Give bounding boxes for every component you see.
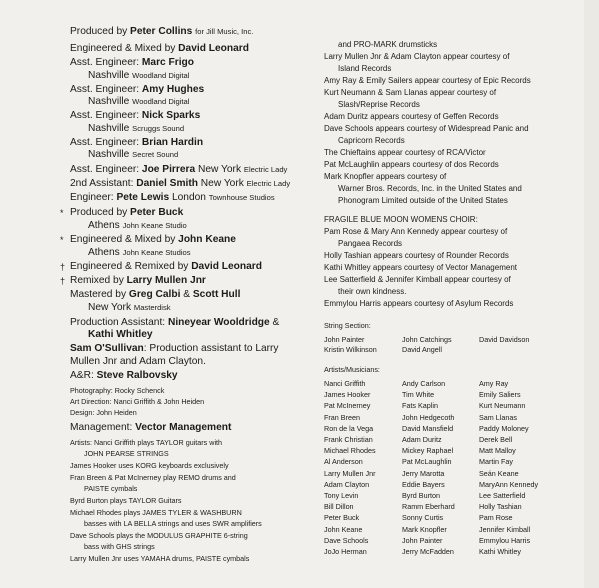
courtesy-line: Mark Knopfler appears courtesy of xyxy=(324,172,447,181)
courtesy-line: Dave Schools appears courtesy of Widespread Panic and xyxy=(324,124,529,133)
string-player: David Davidson xyxy=(479,335,530,344)
musician-name: Seán Keane xyxy=(479,468,519,478)
musician-name: Pat McLaughlin xyxy=(402,457,452,467)
string-section-heading: String Section: xyxy=(324,321,371,330)
musician-name: Pat McInerney xyxy=(324,401,371,411)
choir-line: Pangaea Records xyxy=(338,239,403,248)
courtesy-line: and PRO-MARK drumsticks xyxy=(338,40,438,49)
musician-name: Holly Tashian xyxy=(479,502,522,512)
asst-engineer-1-studio: Nashville Woodland Digital xyxy=(88,70,190,81)
dagger-mark: † xyxy=(60,262,66,272)
musician-name: John Keane xyxy=(324,524,363,534)
musician-name: Michael Rhodes xyxy=(324,446,376,456)
musicians-heading: Artists/Musicians: xyxy=(324,365,380,374)
courtesy-line: Adam Duritz appears courtesy of Geffen Records xyxy=(324,112,499,121)
mastered-credit: Mastered by Greg Calbi & Scott Hull xyxy=(70,289,241,300)
choir-line: Emmylou Harris appears courtesy of Asylum Records xyxy=(324,299,514,308)
artists-line: PAISTE cymbals xyxy=(84,484,138,493)
courtesy-line: Capricorn Records xyxy=(338,136,405,145)
musician-name: Emily Saliers xyxy=(479,390,521,400)
musician-name: Tony Levin xyxy=(324,491,359,500)
dagger-mark: † xyxy=(60,276,66,286)
musician-name: Sonny Curtis xyxy=(402,513,444,523)
choir-line: Kathi Whitley appears courtesy of Vector Management xyxy=(324,263,517,272)
musician-name: MaryAnn Kennedy xyxy=(479,479,539,489)
star-mixed-studio: Athens John Keane Studios xyxy=(88,247,191,258)
artists-line: Artists: Nanci Griffith plays TAYLOR guitars with xyxy=(70,438,223,447)
musician-name: Peter Buck xyxy=(324,513,360,523)
produced-credit: Produced by Peter Collins for Jill Music, Inc. xyxy=(70,26,254,37)
artists-line: bass with GHS strings xyxy=(84,542,155,551)
courtesy-line: Kurt Neumann & Sam Llanas appear courtesy of xyxy=(324,88,497,97)
artists-line: James Hooker uses KORG keyboards exclusively xyxy=(70,461,229,470)
courtesy-line: Warner Bros. Records, Inc. in the United States and xyxy=(338,184,522,193)
musician-name: John Hedgecoth xyxy=(402,412,455,422)
musician-name: JoJo Herman xyxy=(324,547,367,556)
musician-name: Ramm Eberhard xyxy=(402,502,455,512)
musician-name: Fats Kaplin xyxy=(402,401,438,411)
string-player: John Catchings xyxy=(402,335,452,344)
choir-line: their own kindness. xyxy=(338,287,407,296)
musician-name: Mark Knopfler xyxy=(402,524,447,534)
artists-line: Fran Breen & Pat McInerney play REMO drums and xyxy=(70,473,236,482)
musician-name: Al Anderson xyxy=(324,457,363,467)
musician-name: Sam Llanas xyxy=(479,412,517,422)
asst-engineer-4-studio: Nashville Secret Sound xyxy=(88,149,179,160)
artists-line: JOHN PEARSE STRINGS xyxy=(84,449,169,458)
photography-credit: Photography: Rocky Schenck xyxy=(70,386,165,395)
asst-engineer-5: Asst. Engineer: Joe Pirrera New York Electric Lady xyxy=(70,164,288,175)
star-produced-studio: Athens John Keane Studio xyxy=(88,220,187,231)
art-direction-credit: Art Direction: Nanci Griffith & John Heiden xyxy=(70,397,205,406)
mastered-studio: New York Masterdisk xyxy=(88,302,171,313)
sam-credit-2: Mullen Jnr and Adam Clayton. xyxy=(70,356,206,367)
string-player: Kristin Wilkinson xyxy=(324,345,377,354)
courtesy-line: Pat McLaughlin appears courtesy of dos Records xyxy=(324,160,499,169)
musician-name: Ron de la Vega xyxy=(324,423,374,433)
choir-line: Pam Rose & Mary Ann Kennedy appear courtesy of xyxy=(324,227,508,236)
artists-line: Byrd Burton plays TAYLOR Guitars xyxy=(70,496,182,505)
musician-name: Pam Rose xyxy=(479,513,513,523)
musician-name: Nanci Griffith xyxy=(324,379,366,388)
artists-line: basses with LA BELLA strings and uses SWR amplifiers xyxy=(84,519,262,528)
page-edge xyxy=(584,0,599,588)
ar-credit: A&R: Steve Ralbovsky xyxy=(70,370,178,381)
musician-name: Byrd Burton xyxy=(402,491,440,500)
courtesy-line: Phonogram Limited outside of the United States xyxy=(338,196,508,205)
artists-line: Larry Mullen Jnr uses YAMAHA drums, PAISTE cymbals xyxy=(70,554,250,563)
management-credit: Management: Vector Management xyxy=(70,422,232,433)
asst-engineer-3-studio: Nashville Scruggs Sound xyxy=(88,123,185,134)
asterisk-mark: * xyxy=(60,208,64,218)
courtesy-line: Larry Mullen Jnr & Adam Clayton appear courtesy of xyxy=(324,52,510,61)
asst-engineer-2: Asst. Engineer: Amy Hughes xyxy=(70,84,205,95)
courtesy-line: Amy Ray & Emily Sailers appear courtesy of Epic Records xyxy=(324,76,531,85)
musician-name: Emmylou Harris xyxy=(479,535,531,545)
musician-name: David Mansfield xyxy=(402,423,454,433)
musician-name: Kurt Neumann xyxy=(479,401,526,411)
asst-engineer-2-studio: Nashville Woodland Digital xyxy=(88,96,190,107)
musician-name: James Hooker xyxy=(324,390,371,400)
engineer-credit: Engineer: Pete Lewis London Townhouse Studios xyxy=(70,192,275,203)
star-mixed: Engineered & Mixed by John Keane xyxy=(70,234,236,245)
musician-name: Amy Ray xyxy=(479,379,509,388)
musician-name: Andy Carlson xyxy=(402,379,446,388)
asst-engineer-1: Asst. Engineer: Marc Frigo xyxy=(70,57,194,68)
mixed-credit: Engineered & Mixed by David Leonard xyxy=(70,43,249,54)
choir-heading: FRAGILE BLUE MOON WOMENS CHOIR: xyxy=(324,215,478,224)
musician-name: Martin Fay xyxy=(479,457,513,467)
artists-line: Michael Rhodes plays JAMES TYLER & WASHBURN xyxy=(70,508,242,517)
musician-name: Bill Dillon xyxy=(324,502,354,512)
musician-name: Adam Clayton xyxy=(324,479,370,489)
musician-name: Eddie Bayers xyxy=(402,479,445,489)
musician-name: Dave Schools xyxy=(324,535,369,545)
musician-name: Larry Mullen Jnr xyxy=(324,468,376,478)
courtesy-line: Slash/Reprise Records xyxy=(338,100,420,109)
asterisk-mark: * xyxy=(60,235,64,245)
musician-name: Mickey Raphael xyxy=(402,446,454,456)
artists-line: Dave Schools plays the MODULUS GRAPHITE 6-string xyxy=(70,531,248,540)
star-produced: Produced by Peter Buck xyxy=(70,207,184,218)
string-player: John Painter xyxy=(324,335,365,344)
dagger-engineered: Engineered & Remixed by David Leonard xyxy=(70,261,262,272)
design-credit: Design: John Heiden xyxy=(70,408,137,417)
choir-line: Lee Satterfield & Jennifer Kimball appear courtesy of xyxy=(324,275,511,284)
musician-name: Paddy Moloney xyxy=(479,423,529,433)
asst-engineer-4: Asst. Engineer: Brian Hardin xyxy=(70,137,204,148)
second-assistant: 2nd Assistant: Daniel Smith New York Electric Lady xyxy=(70,178,291,189)
musician-name: Fran Breen xyxy=(324,412,360,422)
musician-name: Tim White xyxy=(402,390,435,400)
musician-name: Jennifer Kimball xyxy=(479,524,531,534)
production-assistant-2: Kathi Whitley xyxy=(88,329,153,340)
production-assistant: Production Assistant: Nineyear Wooldridge & xyxy=(70,317,280,328)
musician-name: Jerry McFadden xyxy=(402,547,454,556)
musician-name: Jerry Marotta xyxy=(402,468,445,478)
asst-engineer-3: Asst. Engineer: Nick Sparks xyxy=(70,110,201,121)
choir-line: Holly Tashian appears courtesy of Rounder Records xyxy=(324,251,509,260)
musician-name: Matt Malloy xyxy=(479,446,516,456)
musician-name: Adam Duritz xyxy=(402,435,442,444)
sam-credit: Sam O'Sullivan: Production assistant to Larry xyxy=(70,343,279,354)
musician-name: Kathi Whitley xyxy=(479,547,521,556)
courtesy-line: The Chieftains appear courtesy of RCA/Victor xyxy=(324,148,486,157)
musician-name: Lee Satterfield xyxy=(479,491,526,500)
string-player: David Angell xyxy=(402,345,442,354)
musician-name: Derek Bell xyxy=(479,435,513,444)
dagger-remixed: Remixed by Larry Mullen Jnr xyxy=(70,275,206,286)
musician-name: John Painter xyxy=(402,535,443,545)
musician-name: Frank Christian xyxy=(324,435,373,444)
courtesy-line: Island Records xyxy=(338,64,392,73)
